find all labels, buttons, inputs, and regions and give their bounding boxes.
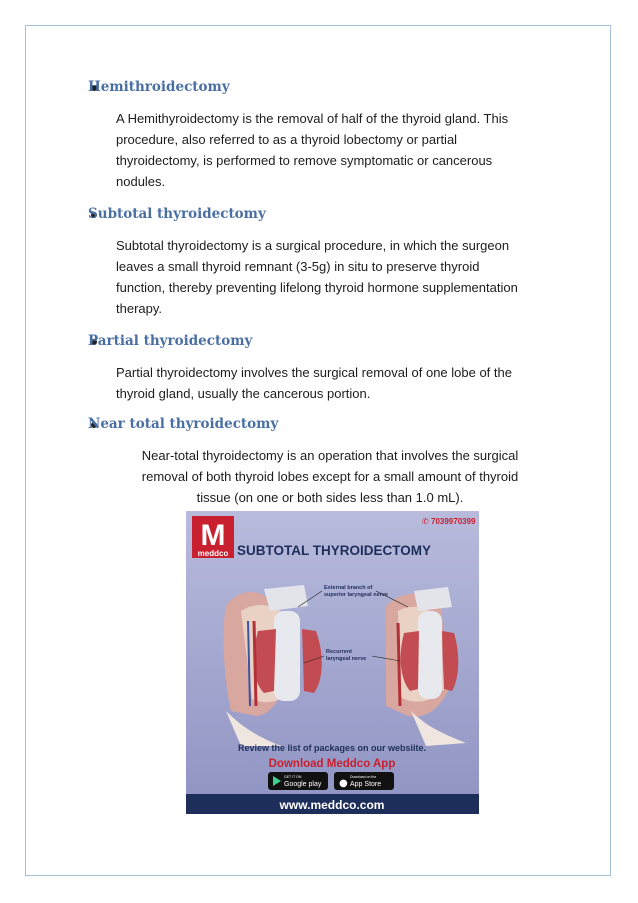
svg-text:External branch of sup: External branch of superior laryngeal nerve [324, 585, 388, 598]
svg-text:M: M [200, 519, 226, 552]
svg-text:App Store: App Store [350, 781, 382, 788]
text-line: thyroidectomy, is performed to remove symptomatic or cancerous [116, 153, 493, 168]
paragraph-partial-thyroidectomy [116, 362, 512, 404]
meddco-advertisement-image [186, 511, 479, 814]
text-line: tissue (on one or both sides less than 1.0 mL). [196, 490, 464, 505]
ad-title: SUBTOTAL THYROIDECTOMY [236, 543, 432, 558]
text-line: therapy. [116, 301, 163, 316]
google-play-badge[interactable] [268, 772, 328, 790]
label-recurrent: Recurrent [326, 649, 352, 655]
website-text: www.meddco.com [279, 798, 385, 812]
meddco-logo [192, 516, 234, 558]
text-line: procedure, also referred to as a thyroid lobectomy or partial [116, 132, 458, 147]
paragraph-near-total-thyroidectomy [110, 445, 550, 508]
text-line: leaves a small thyroid remnant (3-5g) in situ to preserve thyroid [116, 259, 480, 274]
review-text: Review the list of packages on our websiite. [237, 743, 427, 753]
text-line: removal of both thyroid lobes except for a small amount of thyroid [141, 469, 519, 484]
text-line: Partial thyroidectomy involves the surgical removal of one lobe of the [116, 365, 512, 380]
svg-text:7039970399: 7039970399 [431, 517, 476, 526]
phone-icon: ✆ [422, 517, 429, 526]
text-line: thyroid gland, usually the cancerous portion. [116, 386, 371, 401]
svg-text:Recurrent laryngeal ne: Recurrent laryngeal nerve [326, 649, 367, 662]
text-line: function, thereby preventing lifelong thyroid hormone supplementation [116, 280, 518, 295]
app-store-badge[interactable] [334, 772, 394, 790]
heading-hemithyroidectomy: Hemithroidectomy [88, 79, 230, 95]
text-line: Subtotal thyroidectomy is a surgical procedure, in which the surgeon [116, 238, 510, 253]
text-line: Near-total thyroidectomy is an operation that involves the surgical [141, 448, 519, 463]
phone-number [422, 517, 476, 526]
svg-text:meddco: meddco [197, 549, 229, 558]
paragraph-subtotal-thyroidectomy [116, 235, 518, 319]
heading-subtotal-thyroidectomy: Subtotal thyroidectomy [88, 206, 266, 222]
apple-icon: ● [339, 778, 348, 789]
paragraph-hemithyroidectomy [116, 108, 508, 192]
heading-near-total-thyroidectomy: Near total thyroidectomy [88, 416, 279, 432]
heading-partial-thyroidectomy: Partial thyroidectomy [88, 333, 253, 349]
svg-text:GET IT ON: GET IT ON [284, 775, 302, 779]
text-line: A Hemithyroidectomy is the removal of half of the thyroid gland. This [116, 111, 509, 126]
svg-text:Download on the: Download on the [350, 775, 377, 779]
svg-text:Google play: Google play [284, 781, 322, 788]
text-line: nodules. [116, 174, 166, 189]
label-external-branch: External branch of [324, 585, 373, 591]
download-text: Download Meddco App [268, 758, 396, 770]
